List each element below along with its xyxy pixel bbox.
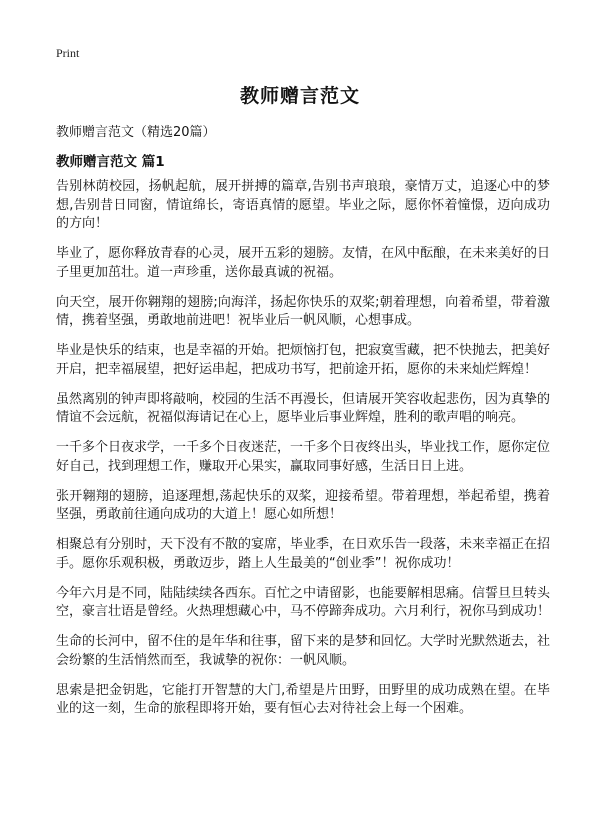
document-subtitle: 教师赠言范文（精选20篇） <box>56 125 216 140</box>
section-heading: 教师赠言范文 篇1 <box>56 154 165 170</box>
paragraph-8: 相聚总有分别时，天下没有不散的宴席，毕业季，在日欢乐告一段落，未来幸福正在招手。愿你乐观积极，勇敢迈步，踏上人生最美的“创业季”！祝你成功！ <box>56 537 551 571</box>
paragraph-9: 今年六月是不同，陆陆续续各西东。百忙之中请留影，也能要解相思痛。信誓旦旦转头空，豪言壮语是曾经。火热理想藏心中，马不停蹄奔成功。六月利行，祝你马到成功！ <box>56 585 551 619</box>
paragraph-1: 告别林荫校园，扬帆起航，展开拼搏的篇章,告别书声琅琅，豪情万丈，追逐心中的梦想,告别昔日同窗，情谊绵长，寄语真情的愿望。毕业之际，愿你怀着憧憬，迈向成功的方向！ <box>56 179 550 231</box>
article-body <box>56 178 550 730</box>
paragraph-11: 思索是把金钥匙，它能打开智慧的大门,希望是片田野，田野里的成功成熟在望。在毕业的这一刻，生命的旅程即将开始，要有恒心去对待社会上每一个困难。 <box>56 682 550 716</box>
paragraph-5: 虽然离别的钟声即将敲响，校园的生活不再漫长，但请展开笑容收起悲伤，因为真挚的情谊不会远航，祝福似海请记在心上，愿毕业后事业辉煌，胜利的歌声唱的响亮。 <box>56 391 551 425</box>
print-link[interactable]: Print <box>56 46 80 60</box>
paragraph-7: 张开翱翔的翅膀，追逐理想,荡起快乐的双桨，迎接希望。带着理想，举起希望，携着坚强，勇敢前往通向成功的大道上！愿心如所想！ <box>56 488 550 522</box>
paragraph-10: 生命的长河中，留不住的是年华和往事，留下来的是梦和回忆。大学时光默然逝去，社会纷繁的生活悄然而至，我诚挚的祝你：一帆风顺。 <box>56 634 551 668</box>
paragraph-6: 一千多个日夜求学，一千多个日夜迷茫，一千多个日夜终出头，毕业找工作，愿你定位好自己，找到理想工作，赚取开心果实，赢取同事好感，生活日日上进。 <box>56 440 551 474</box>
document-title: 教师赠言范文 <box>239 85 360 107</box>
paragraph-4: 毕业是快乐的结束，也是幸福的开始。把烦恼打包，把寂寞雪藏，把不快抛去，把美好开启，把幸福展望，把好运串起，把成功书写，把前途开拓，愿你的未来灿烂辉煌！ <box>56 343 551 377</box>
paragraph-3: 向天空，展开你翱翔的翅膀;向海洋，扬起你快乐的双桨;朝着理想，向着希望，带着激情，携着坚强，勇敢地前进吧！祝毕业后一帆风顺，心想事成。 <box>56 294 550 328</box>
paragraph-2: 毕业了，愿你释放青春的心灵，展开五彩的翅膀。友情，在风中酝酿，在未来美好的日子里更加茁壮。道一声珍重，送你最真诚的祝福。 <box>56 246 551 280</box>
